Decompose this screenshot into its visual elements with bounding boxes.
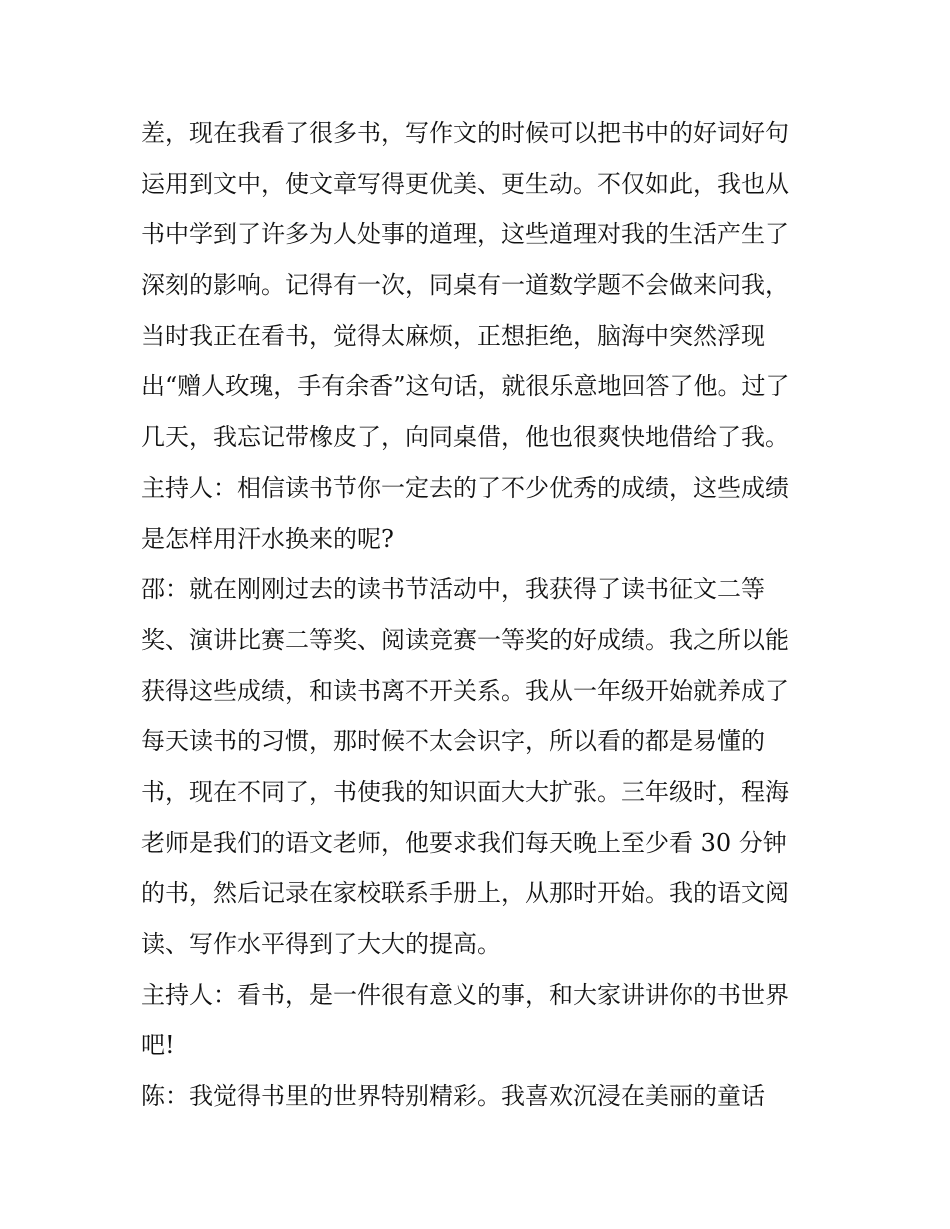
- text-line: 书中学到了许多为人处事的道理，这些道理对我的生活产生了: [141, 220, 789, 249]
- text-line: 差，现在我看了很多书，写作文的时候可以把书中的好词好句: [141, 119, 789, 147]
- text-line: 读、写作水平得到了大大的提高。: [141, 930, 501, 958]
- document-body: [141, 108, 821, 1122]
- text-line: 深刻的影响。记得有一次，同桌有一道数学题不会做来问我，: [141, 271, 789, 300]
- text-line: 每天读书的习惯，那时候不太会识字，所以看的都是易懂的: [141, 727, 765, 756]
- text-line: 邵：就在刚刚过去的读书节活动中，我获得了读书征文二等: [141, 575, 765, 604]
- text-line: 奖、演讲比赛二等奖、阅读竞赛一等奖的好成绩。我之所以能: [141, 625, 789, 654]
- text-line: 当时我正在看书，觉得太麻烦，正想拒绝，脑海中突然浮现: [141, 321, 765, 350]
- text-line: 陈：我觉得书里的世界特别精彩。我喜欢沉浸在美丽的童话: [141, 1082, 765, 1111]
- text-line: 书，现在不同了，书使我的知识面大大扩张。三年级时，程海: [141, 777, 789, 806]
- text-line: 几天，我忘记带橡皮了，向同桌借，他也很爽快地借给了我。: [141, 423, 789, 452]
- text-line: 老师是我们的语文老师，他要求我们每天晚上至少看 30 分钟: [141, 828, 787, 857]
- text-line: 出“赠人玫瑰，手有余香”这句话，就很乐意地回答了他。过了: [141, 372, 790, 401]
- text-line: 的书，然后记录在家校联系手册上，从那时开始。我的语文阅: [141, 879, 789, 908]
- text-line: 获得这些成绩，和读书离不开关系。我从一年级开始就养成了: [141, 676, 789, 705]
- text-line: 主持人：相信读书节你一定去的了不少优秀的成绩，这些成绩: [141, 473, 789, 502]
- text-line: 吧!: [141, 1031, 175, 1060]
- text-line: 运用到文中，使文章写得更优美、更生动。不仅如此，我也从: [141, 169, 789, 198]
- text-line: 主持人：看书，是一件很有意义的事，和大家讲讲你的书世界: [141, 980, 789, 1009]
- text-line: 是怎样用汗水换来的呢?: [141, 524, 394, 553]
